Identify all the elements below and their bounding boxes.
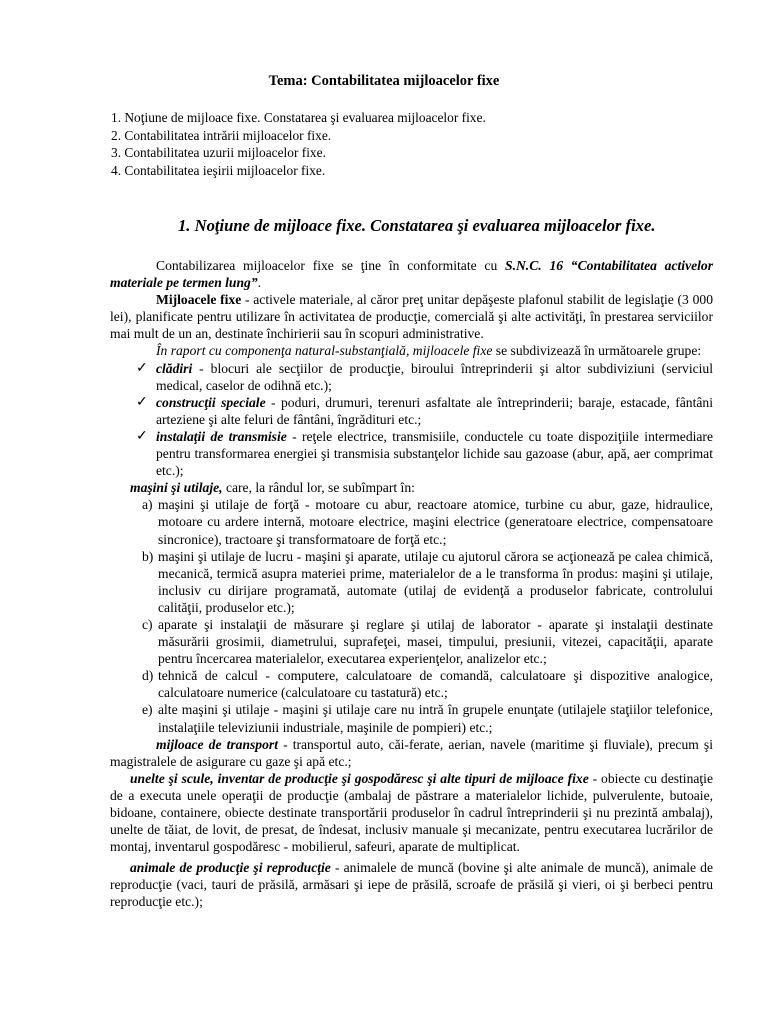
standard-reference: S.N.C. 16 “Contabilitatea activelor materiale pe termen lung” [110, 258, 713, 291]
sub-list-item: b) maşini şi utilaje de lucru - maşini şi aparate, utilaje cu ajutorul cărora se acţionează pe calea chimică, mecanică, termică asupra materiei prime, materialelor de a le transforma în produs: maşini şi utilaje, inclusiv cu dirijare programată, automate (utilaj de evidenţă a produselor fabricate, controlului calităţii, produselor etc.); [142, 548, 713, 615]
paragraph-animals: animale de producţie şi reproducţie - animalele de muncă (bovine şi alte animale de muncă), animale de reproducţie (vaci, tauri de prăsilă, armăsari şi iepe de prăsilă, scroafe de prăsilă şi vieri, oi şi berbeci pentru reproducţie etc.); [110, 860, 714, 910]
table-of-contents [111, 109, 486, 179]
toc-item: 4. Contabilitatea ieşirii mijloacelor fixe. [111, 162, 326, 178]
sub-list-item: a) maşini şi utilaje de forţă - motoare cu abur, reactoare atomice, turbine cu abur, gaze, hidraulice, motoare cu ardere internă, motoare electrice, maşini electrice (generatoare electrice, compensatoare sincronice), tractoare şi transformatoare de forţă etc.; [142, 497, 713, 547]
check-icon: ✓ [136, 428, 148, 444]
paragraph-tools: unelte şi scule, inventar de producţie şi gospodăresc şi alte tipuri de mijloace fixe - obiecte cu destinaţie de a executa unele operaţii de producţie (ambalaj de păstrare a materialelor lichide, pulverulente, butoaie, bidoane, containere, obiecte destinate transportării produselor în cadrul întreprinderii şi nu prezintă ambalaj), unelte de tăiat, de lovit, de presat, de îndesat, inclusiv manuale şi mecanizate, pentru executarea lucrărilor de montaj, inventarul gospodăresc - mobilierul, safeuri, aparate de multiplicat. [110, 770, 713, 855]
toc-item: 1. Noţiune de mijloace fixe. Constatarea şi evaluarea mijloacelor fixe. [111, 110, 486, 125]
paragraph-classification: În raport cu componenţa natural-substanţială, mijloacele fixe se subdivizează în următoarele grupe: [156, 343, 702, 359]
paragraph-transport: mijloace de transport - transportul auto, căi-ferate, aerian, navele (maritime şi fluviale), precum şi magistralele de asigurare cu gaze şi apă etc.; [110, 736, 713, 769]
paragraph-standard: Contabilizarea mijloacelor fixe se ţine în conformitate cu S.N.C. 16 “Contabilitatea activelor materiale pe termen lung”. [110, 258, 713, 291]
sub-list-item: e) alte maşini şi utilaje - maşini şi utilaje care nu intră în grupele enunţate (utilajele staţiilor telefonice, instalaţiile televiziunii industriale, maşinile de pompieri) etc.; [142, 702, 713, 735]
document-body [110, 257, 713, 911]
section-heading: 1. Noţiune de mijloace fixe. Constatarea şi evaluarea mijloacelor fixe. [178, 216, 656, 235]
check-icon: ✓ [136, 394, 148, 410]
document-title: Tema: Contabilitatea mijloacelor fixe [268, 73, 500, 89]
toc-item: 3. Contabilitatea uzurii mijloacelor fixe. [111, 145, 326, 160]
list-item: ✓ construcţii speciale - poduri, drumuri, terenuri asfaltate ale întreprinderii; baraje, estacade, fântâni arteziene şi alte feluri de fântâni, îngrădituri etc.; [136, 394, 713, 427]
sub-list-item: d) tehnică de calcul - computere, calculatoare de comandă, calculatoare şi dispozitive analogice, calculatoare numerice (calculatoare cu tastatură) etc.; [142, 668, 713, 701]
check-icon: ✓ [136, 360, 148, 376]
paragraph-machines: maşini şi utilaje, care, la rândul lor, se subîmpart în: [130, 480, 415, 496]
toc-item: 2. Contabilitatea intrării mijloacelor fixe. [111, 127, 332, 143]
paragraph-definition: Mijloacele fixe - activele materiale, al căror preţ unitar depăşeste plafonul stabilit de legislaţie (3 000 lei), planificate pentru utilizare în activitatea de producţie, comercială şi alte activităţi, în prestarea serviciilor mai mult de un an, destinate închirierii sau în scopuri administrative. [110, 292, 713, 342]
list-item: ✓ instalaţii de transmisie - reţele electrice, transmisiile, conductele cu toate dispoziţiile intermediare pentru transformarea energiei şi transmisia substanţelor lichide sau gazoase (abur, apă, aer comprimat etc.); [136, 428, 713, 479]
term-mijloace-fixe: Mijloacele fixe [156, 292, 242, 308]
sub-list-item: c) aparate şi instalaţii de măsurare şi reglare şi utilaj de laborator - aparate şi instalaţii destinate măsurării grosimii, diametrului, suprafeţei, masei, timpului, presiunii, vitezei, capacităţii, aparate pentru încercarea materialelor, executarea experienţelor, analizelor etc.; [142, 616, 713, 667]
list-item: ✓ clădiri - blocuri ale secţiilor de producţie, biroului întreprinderii şi altor subdiviziuni (serviciul medical, caselor de odihnă etc.); [136, 360, 713, 393]
